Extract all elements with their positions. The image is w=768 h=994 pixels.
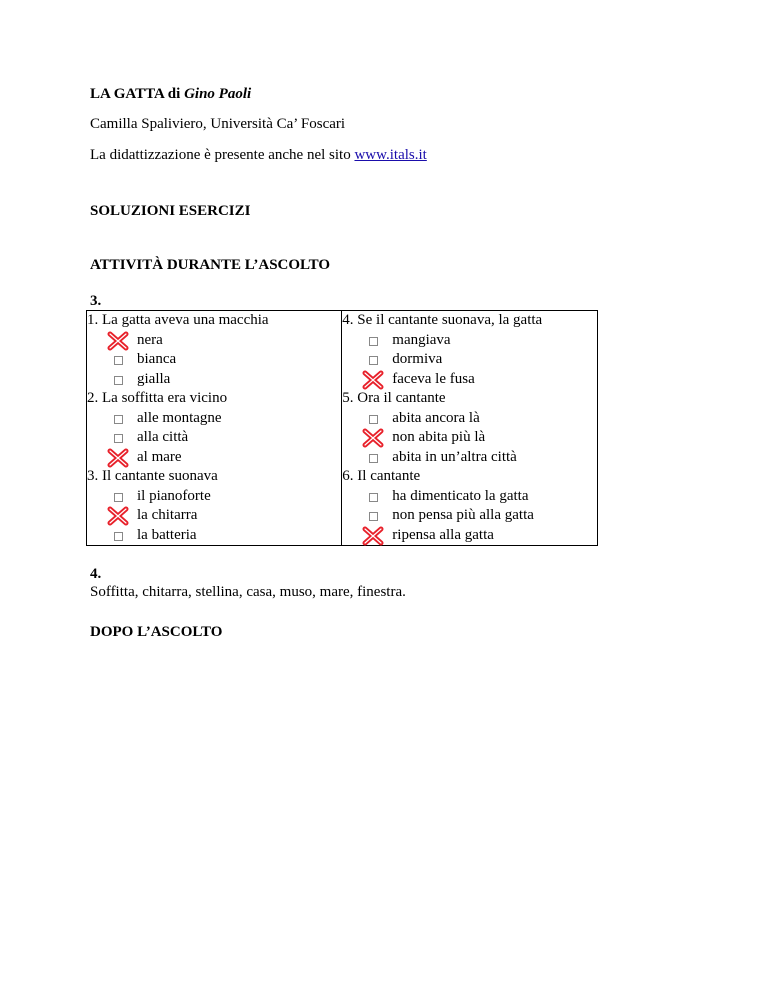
red-cross-check-icon: [107, 448, 129, 468]
exercise-3-table: [86, 310, 598, 546]
answer-option[interactable]: [87, 526, 341, 546]
exercise-3-left-column: [87, 311, 342, 546]
answer-option[interactable]: [342, 409, 597, 429]
byline: Camilla Spaliviero, Università Ca’ Foscari: [90, 116, 346, 132]
answer-option[interactable]: [87, 428, 341, 448]
option-label: alla città: [137, 429, 189, 445]
red-cross-check-icon: [107, 331, 129, 351]
checkbox-empty-icon[interactable]: [114, 376, 123, 385]
answer-option[interactable]: [342, 487, 597, 507]
answer-option[interactable]: [342, 526, 597, 546]
author-name: Gino Paoli: [184, 86, 252, 102]
checkbox-empty-icon[interactable]: [114, 493, 123, 502]
checkbox-empty-icon[interactable]: [369, 337, 378, 346]
answer-option[interactable]: [87, 448, 341, 468]
option-label: la batteria: [137, 526, 197, 543]
answer-option[interactable]: [87, 350, 341, 370]
question-label: 2. La soffitta era vicino: [87, 390, 228, 406]
answer-option[interactable]: [342, 448, 597, 468]
question-label: 3. Il cantante suonava: [87, 468, 218, 484]
question-label: 4. Se il cantante suonava, la gatta: [342, 312, 543, 328]
option-label: alle montagne: [137, 409, 222, 426]
option-label: dormiva: [392, 351, 443, 367]
question-label: 1. La gatta aveva una macchia: [87, 312, 269, 328]
option-label: bianca: [137, 351, 177, 367]
document-title: LA GATTA di Gino Paoli: [90, 86, 252, 102]
answer-option[interactable]: [342, 428, 597, 448]
answer-option[interactable]: [87, 506, 341, 526]
section-during-heading: ATTIVITÀ DURANTE L’ASCOLTO: [90, 257, 331, 273]
checkbox-empty-icon[interactable]: [114, 532, 123, 541]
option-label: non abita più là: [392, 429, 486, 445]
checkbox-empty-icon[interactable]: [114, 356, 123, 365]
option-label: abita in un’altra città: [392, 448, 517, 465]
exercise-3-right-column: [342, 311, 598, 546]
checkbox-empty-icon[interactable]: [114, 415, 123, 424]
answer-option[interactable]: [87, 370, 341, 390]
option-label: gialla: [137, 370, 171, 387]
question-label: 6. Il cantante: [342, 468, 421, 484]
checkbox-empty-icon[interactable]: [369, 356, 378, 365]
answer-option[interactable]: [342, 350, 597, 370]
site-note: La didattizzazione è presente anche nel sito www.itals.it: [90, 147, 427, 163]
section-after-heading: DOPO L’ASCOLTO: [90, 624, 223, 640]
answer-option[interactable]: [342, 506, 597, 526]
checkbox-empty-icon[interactable]: [369, 493, 378, 502]
red-cross-check-icon: [362, 428, 384, 448]
exercise-3-number: 3.: [90, 293, 102, 309]
option-label: faceva le fusa: [392, 370, 475, 387]
option-label: ha dimenticato la gatta: [392, 487, 529, 504]
red-cross-check-icon: [107, 506, 129, 526]
answer-option[interactable]: [87, 487, 341, 507]
answer-option[interactable]: [342, 370, 597, 390]
option-label: non pensa più alla gatta: [392, 507, 534, 523]
exercise-4-answer: Soffitta, chitarra, stellina, casa, muso, mare, finestra.: [90, 584, 406, 600]
option-label: ripensa alla gatta: [392, 526, 494, 543]
red-cross-check-icon: [362, 526, 384, 546]
option-label: al mare: [137, 448, 182, 465]
exercise-4-number: 4.: [90, 566, 102, 582]
option-label: abita ancora là: [392, 409, 480, 426]
answer-option[interactable]: [342, 331, 597, 351]
question-label: 5. Ora il cantante: [342, 390, 446, 406]
section-solutions-heading: SOLUZIONI ESERCIZI: [90, 203, 251, 219]
checkbox-empty-icon[interactable]: [114, 434, 123, 443]
site-link[interactable]: www.itals.it: [354, 147, 427, 163]
option-label: la chitarra: [137, 507, 198, 523]
checkbox-empty-icon[interactable]: [369, 415, 378, 424]
option-label: mangiava: [392, 331, 451, 348]
option-label: il pianoforte: [137, 487, 211, 504]
answer-option[interactable]: [87, 331, 341, 351]
answer-option[interactable]: [87, 409, 341, 429]
checkbox-empty-icon[interactable]: [369, 512, 378, 521]
checkbox-empty-icon[interactable]: [369, 454, 378, 463]
option-label: nera: [137, 331, 163, 348]
red-cross-check-icon: [362, 370, 384, 390]
